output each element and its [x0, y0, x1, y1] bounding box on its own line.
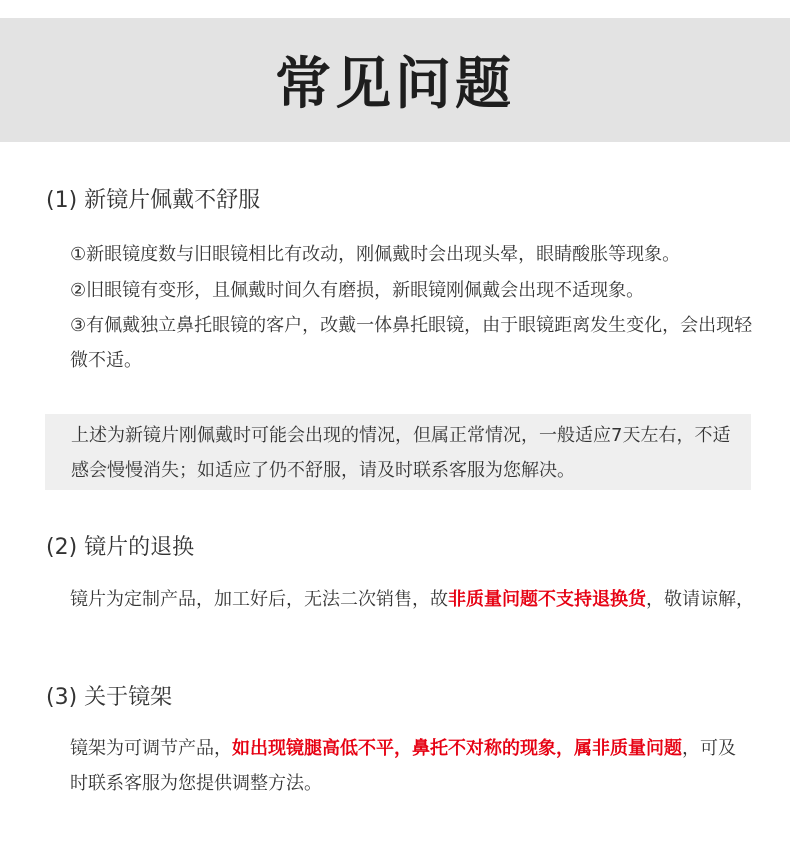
section-2-highlight: 非质量问题不支持退换货 [448, 589, 646, 610]
section-3-text-after: ，可及时联系客服为您提供调整方法。 [70, 738, 736, 794]
note-box [45, 414, 751, 490]
section-1-heading: (1) 新镜片佩戴不舒服 [46, 188, 261, 213]
section-2-text-before: 镜片为定制产品，加工好后，无法二次销售，故 [70, 589, 448, 610]
section-1-item-3: ③有佩戴独立鼻托眼镜的客户，改戴一体鼻托眼镜，由于眼镜距离发生变化，会出现轻微不适。 [70, 315, 753, 371]
section-3-text [70, 731, 750, 801]
page-title: 常见问题 [275, 52, 515, 117]
section-2-text [70, 582, 760, 617]
section-3-highlight: 如出现镜腿高低不平，鼻托不对称的现象，属非质量问题 [232, 738, 682, 759]
note-text: 上述为新镜片刚佩戴时可能会出现的情况，但属正常情况，一般适应7天左右，不适感会慢慢消失；如适应了仍不舒服，请及时联系客服为您解决。 [71, 425, 731, 481]
section-3-text-before: 镜架为可调节产品， [70, 738, 232, 759]
section-2-heading: (2) 镜片的退换 [46, 535, 195, 560]
title-banner [0, 18, 790, 142]
section-1-item-2: ②旧眼镜有变形，且佩戴时间久有磨损，新眼镜刚佩戴会出现不适现象。 [70, 280, 645, 301]
section-2-text-after: ，敬请谅解， [646, 589, 754, 610]
section-3-heading: (3) 关于镜架 [46, 685, 173, 710]
section-1-item-1: ①新眼镜度数与旧眼镜相比有改动，刚佩戴时会出现头晕，眼睛酸胀等现象。 [70, 244, 681, 265]
